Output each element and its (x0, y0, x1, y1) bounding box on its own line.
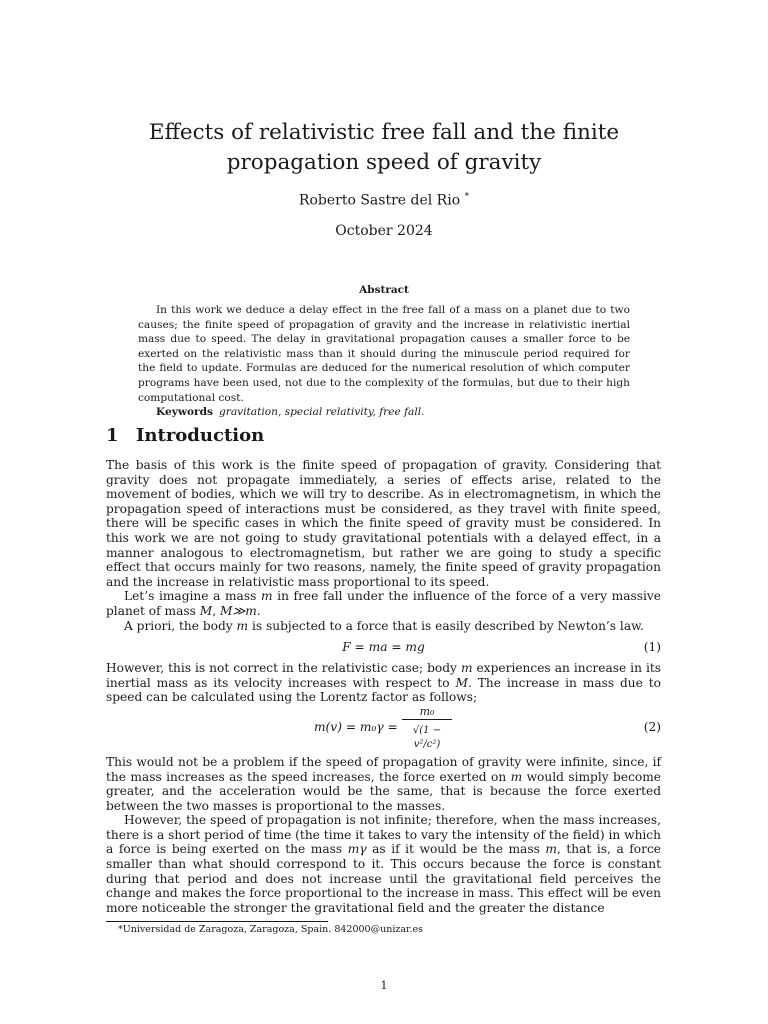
equation-1 (106, 633, 661, 661)
paragraph-5: This would not be a problem if the speed of propagation of gravity were infinite, since, if the mass increases as the speed increases, the force exerted on m would simply become greater, and the acceleration would be the same, that is because the force exerted between the two masses is proportional to the masses. (106, 754, 661, 813)
paper-title: Effects of relativistic free fall and the finite propagation speed of gravity (148, 120, 620, 175)
paragraph-4: However, this is not correct in the relativistic case; body m experiences an increase in its inertial mass as its velocity increases with respect to M. The increase in mass due to speed can be calculated using the Lorentz factor as follows; (106, 661, 661, 705)
abstract (138, 303, 630, 420)
paragraph-2: Let’s imagine a mass m in free fall under the influence of the force of a very massive planet of mass M, M≫m. (106, 589, 661, 618)
footnote: *Universidad de Zaragoza, Zaragoza, Spain. 842000@unizar.es (118, 924, 424, 935)
equation-2 (106, 705, 661, 755)
equation-2-denominator: √(1 − v²/c²) (412, 724, 442, 750)
section-heading (106, 425, 264, 446)
keywords-list: gravitation, special relativity, free fall. (219, 406, 425, 419)
fraction-bar (402, 719, 452, 720)
footnote-rule (106, 921, 328, 922)
section-body (106, 458, 661, 915)
abstract-heading: Abstract (359, 284, 409, 296)
paper-author (0, 192, 768, 209)
equation-2-fraction (402, 705, 452, 752)
page-number: 1 (380, 979, 388, 992)
author-footnote-mark: * (464, 192, 470, 202)
equation-2-numerator: m₀ (419, 704, 435, 718)
section-title: Introduction (136, 425, 265, 446)
keywords-label: Keywords (156, 406, 214, 419)
paper-date: October 2024 (335, 223, 433, 239)
author-name: Roberto Sastre del Rio (298, 192, 461, 209)
abstract-text: In this work we deduce a delay effect in the free fall of a mass on a planet due to two causes; the finite speed of propagation of gravity and the increase in relativistic inertial mass due to speed. The delay in gravitational propagation causes a smaller force to be exerted on the relativistic mass than it should during the minuscule period required for the field to update. Formulas are deduced for the numerical resolution of which computer programs have been used, not due to the complexity of the formulas, but due to their high computational cost. (138, 304, 630, 404)
keywords (138, 405, 630, 420)
section-number: 1 (106, 425, 119, 446)
paragraph-6: However, the speed of propagation is not infinite; therefore, when the mass increases, there is a short period of time (the time it takes to vary the intensity of the field) in which a force is being exerted on the mass mγ as if it would be the mass m, that is, a force smaller than what should correspond to it. This occurs because the force is constant during that period and does not increase until the gravitational field perceives the change and makes the force proportional to the increase in mass. This effect will be even more noticeable the stronger the gravitational field and the greater the distance (106, 813, 661, 915)
paragraph-3: A priori, the body m is subjected to a force that is easily described by Newton’s law. (124, 618, 644, 633)
equation-2-number: (2) (643, 719, 661, 734)
paragraph-1: The basis of this work is the finite speed of propagation of gravity. Considering that gravity does not propagate immediately, a series of effects arise, related to the movement of bodies, which we will try to describe. As in electromagnetism, in which the propagation speed of interactions must be considered, as they travel with finite speed, there will be specific cases in which the finite speed of gravity must be considered. In this work we are not going to study gravitational potentials with a delayed effect, in a manner analogous to electromagnetism, but rather we are going to study a specific effect that occurs mainly for two reasons, namely, the finite speed of gravity propagation and the increase in relativistic mass proportional to its speed. (106, 458, 661, 589)
equation-2-lhs: m(v) = m₀γ = (314, 719, 398, 734)
equation-1-expression: F = ma = mg (342, 640, 425, 655)
equation-1-number: (1) (643, 640, 661, 655)
